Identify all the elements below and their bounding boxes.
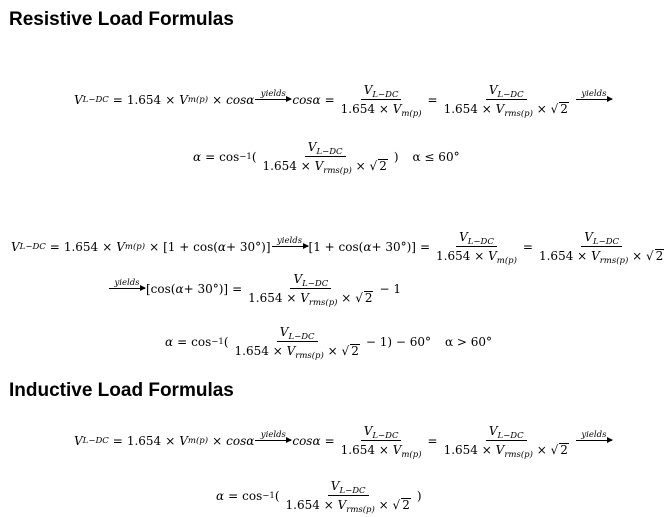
fraction: $\frac{V_{L-DC}}{1.654 \times V_{rms(p)} \times √ 2}$ [262,140,387,176]
resistive-alpha-gt-60-equation: α = cos −1 ( $\frac{V_{L-DC}}{1.654 \times V_{rms(p)} \times √ 2}$ − 1) − 60° α > 60° [165,325,493,361]
yields-arrow: yields [576,90,612,100]
fraction: $\frac{V_{L-DC}}{1.654 \times V_{rms(p)} \times √ 2}$ [234,325,359,361]
resistive-vldc-equation: V L−DC = 1.654 × V m(p) × cosα yields cosα = $\frac{V_{L-DC}}{1.654 \times V_{m(p)}}$ = $\frac{V_{L-DC}}{1.654 \times V_{rms(p)} \times √ 2}$ yields [74,83,613,116]
fraction: $\frac{V_{L-DC}}{1.654 \times V_{rms(p)} \times √ 2}$ [538,230,664,266]
yields-arrow: yields [576,431,612,441]
condition-gt-60: α > 60° [444,334,493,349]
inductive-alpha-equation: α = cos −1 ( $\frac{V_{L-DC}}{1.654 \times V_{rms(p)} \times √ 2}$ ) [216,479,422,515]
yields-arrow: yields [255,431,291,441]
yields-arrow: yields [255,90,291,100]
fraction: $\frac{V_{L-DC}}{1.654 \times V_{rms(p)} \times √ 2}$ [443,424,568,460]
fraction: $\frac{V_{L-DC}}{1.654 \times V_{m(p)}}$ [340,424,422,460]
resistive-cos-shifted-equation: yields [cos( α + 30°)] = $\frac{V_{L-DC}}{1.654 \times V_{rms(p)} \times √ 2}$ − 1 [108,272,401,305]
condition-le-60: α ≤ 60° [412,149,460,164]
fraction: $\frac{V_{L-DC}}{1.654 \times V_{rms(p)} \times √ 2}$ [443,83,568,119]
yields-arrow: yields [109,279,145,289]
resistive-heading: Resistive Load Formulas [9,9,234,30]
fraction: $\frac{V_{L-DC}}{1.654 \times V_{m(p)}}$ [340,83,422,119]
inductive-vldc-equation: V L−DC = 1.654 × V m(p) × cosα yields cosα = $\frac{V_{L-DC}}{1.654 \times V_{m(p)}}$ = $\frac{V_{L-DC}}{1.654 \times V_{rms(p)} \times √ 2}$ yields [74,424,613,457]
fraction: $\frac{V_{L-DC}}{1.654 \times V_{m(p)}}$ [436,230,517,266]
inductive-heading: Inductive Load Formulas [9,380,234,401]
fraction: $\frac{V_{L-DC}}{1.654 \times V_{rms(p)} \times √ 2}$ [248,272,373,308]
yields-arrow: yields [272,237,308,247]
resistive-alpha-le-60-equation: α = cos −1 ( $\frac{V_{L-DC}}{1.654 \times V_{rms(p)} \times √ 2}$ ) α ≤ 60° [193,140,460,176]
fraction: $\frac{V_{L-DC}}{1.654 \times V_{rms(p)} \times √ 2}$ [285,479,410,515]
resistive-vldc-above-60-equation: V L−DC = 1.654 × V m(p) × [1 + cos( α + 30°)] yields [1 + cos( α + 30°)] = $\frac{V_{L-DC}}{1.654 \times V_{m(p)}}$ = $\frac{V_{L-DC}}{1.654 \times V_{rms(p)} \times √ 2}$ [11,230,670,263]
